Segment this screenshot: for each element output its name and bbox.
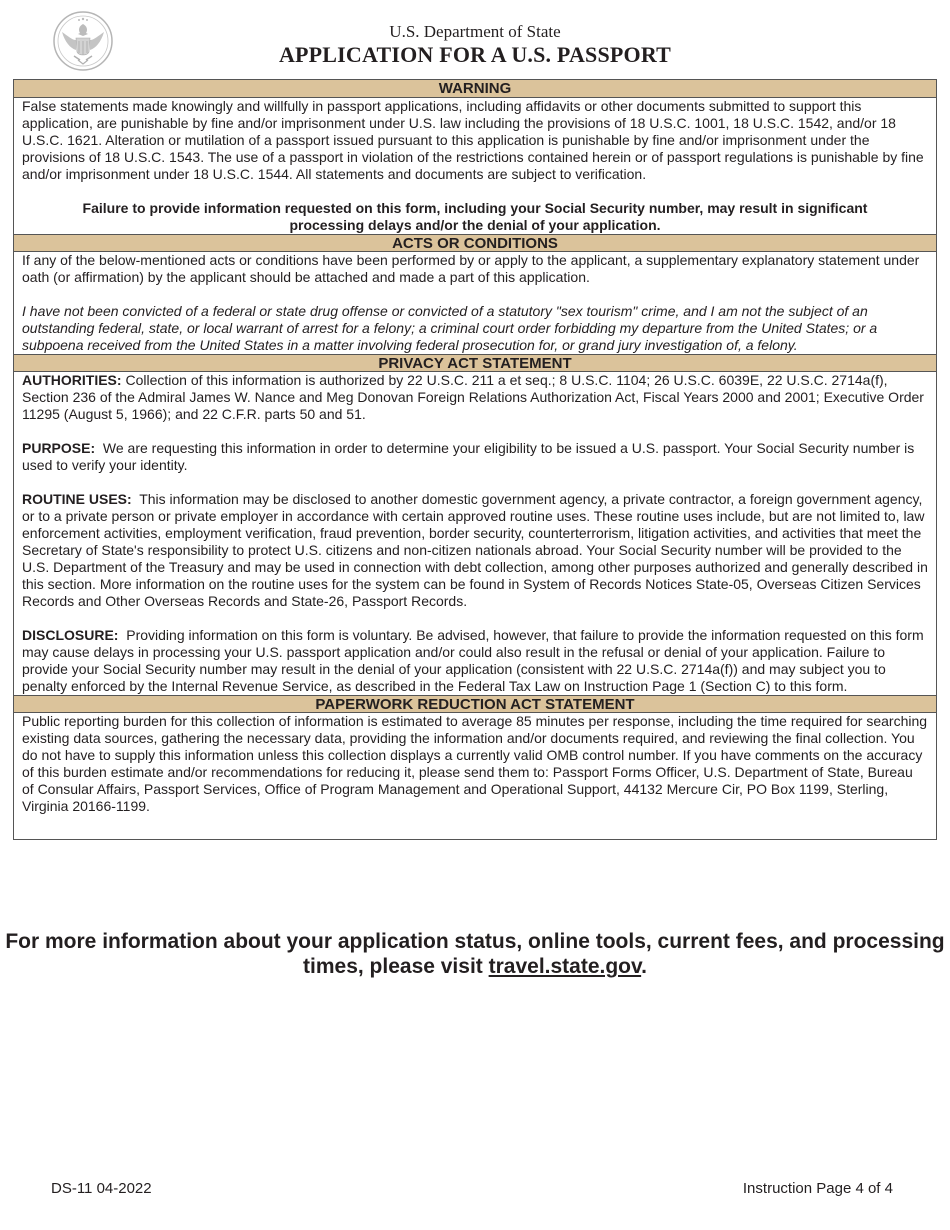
authorities-text: Collection of this information is authorized by 22 U.S.C. 211 a et seq.; 8 U.S.C. 1104; 26 U.S.C. 6039E, 22 U.S.C. 2714a(f), Section 236 of the Admiral James W. Nance and Meg Donovan Foreign Relations Authorization Act, Fiscal Years 2000 and 2001; Executive Order 11295 (August 5, 1966); and 22 C.F.R. parts 50 and 51. <box>22 372 924 422</box>
paperwork-text: Public reporting burden for this collection of information is estimated to average 85 minutes per response, including the time required for searching existing data sources, gathering the necessary data, providing the information and/or documents required, and reviewing the final collection. You do not have to supply this information unless this collection displays a currently valid OMB control number. If you have comments on the accuracy of this burden estimate and/or recommendations for reducing it, please send them to: Passport Forms Officer, U.S. Department of State, Bureau of Consular Affairs, Passport Services, Office of Program Management and Operational Support, 44132 Mercure Cir, PO Box 1199, Sterling, Virginia 20166-1199. <box>22 713 928 814</box>
warning-section <box>14 98 936 234</box>
more-info-notice <box>0 929 950 979</box>
routine-uses-paragraph <box>22 491 928 610</box>
purpose-text: We are requesting this information in order to determine your eligibility to be issued a U.S. passport. Your Social Security number is used to verify your identity. <box>22 440 915 473</box>
instructions-box <box>13 79 937 840</box>
authorities-label: AUTHORITIES: <box>22 372 122 388</box>
purpose-label: PURPOSE: <box>22 440 96 456</box>
page-header <box>0 0 950 78</box>
more-info-text: For more information about your application status, online tools, current fees, and processing times, please visit <box>5 930 945 978</box>
page-number: Instruction Page 4 of 4 <box>742 1180 893 1197</box>
form-id: DS-11 04-2022 <box>51 1180 152 1197</box>
routine-uses-label: ROUTINE USES: <box>22 491 132 507</box>
routine-uses-text: This information may be disclosed to another domestic government agency, a private contractor, a foreign government agency, or to a private person or private employer in accordance with certain approved routine uses. These routine uses include, but are not limited to, law enforcement activities, employment verification, fraud prevention, border security, counterterrorism, litigation activities, and activities that meet the Secretary of State's responsibility to protect U.S. citizens and non-citizen nationals abroad. Your Social Security number will be provided to the U.S. Department of the Treasury and may be used in connection with debt collection, among other purposes authorized and generally described in this section. More information on the routine uses for the system can be found in System of Records Notices State-05, Overseas Citizen Services Records and Other Overseas Records and State-26, Passport Records. <box>22 491 928 609</box>
privacy-section <box>14 372 936 695</box>
acts-section <box>14 252 936 354</box>
acts-heading: ACTS OR CONDITIONS <box>14 234 936 252</box>
acts-statement: I have not been convicted of a federal or state drug offense or convicted of a statutory "sex tourism" crime, and I am not the subject of an outstanding federal, state, or local warrant of arrest for a felony; a criminal court order forbidding my departure from the United States; or a subpoena received from the United States in a matter involving federal prosecution for, or grand jury investigation of, a felony. <box>22 303 878 353</box>
purpose-paragraph <box>22 440 928 474</box>
acts-text: If any of the below-mentioned acts or conditions have been performed by or apply to the applicant, a supplementary explanatory statement under oath (or affirmation) by the applicant should be attached and made a part of this application. <box>22 252 920 285</box>
disclosure-label: DISCLOSURE: <box>22 627 119 643</box>
authorities-paragraph <box>22 372 928 423</box>
travel-state-gov-link[interactable]: travel.state.gov <box>488 955 642 978</box>
privacy-heading: PRIVACY ACT STATEMENT <box>14 354 936 372</box>
warning-text: False statements made knowingly and willfully in passport applications, including affidavits or other documents submitted to support this application, are punishable by fine and/or imprisonment under U.S. law including the provisions of 18 U.S.C. 1001, 18 U.S.C. 1542, and/or 18 U.S.C. 1621. Alteration or mutilation of a passport issued pursuant to this application is punishable by fine and/or imprisonment under the provisions of 18 U.S.C. 1543. The use of a passport in violation of the restrictions contained herein or of passport regulations is punishable by fine and/or imprisonment under 18 U.S.C. 1544. All statements and documents are subject to verification. <box>22 98 924 182</box>
disclosure-text: Providing information on this form is voluntary. Be advised, however, that failure to provide the information requested on this form may cause delays in processing your U.S. passport application and/or could also result in the refusal or denial of your application. Failure to provide your Social Security number may result in the denial of your application (consistent with 22 U.S.C. 2714a(f)) and may subject you to penalty enforced by the Internal Revenue Service, as described in the Federal Tax Law on Instruction Page 1 (Section C) to this form. <box>22 627 924 694</box>
paperwork-heading: PAPERWORK REDUCTION ACT STATEMENT <box>14 695 936 713</box>
more-info-period: . <box>641 955 647 978</box>
disclosure-paragraph <box>22 627 928 695</box>
warning-notice: Failure to provide information requested on this form, including your Social Security number, may result in significant processing delays and/or the denial of your application. <box>82 200 868 233</box>
form-title: APPLICATION FOR A U.S. PASSPORT <box>278 42 672 67</box>
warning-heading: WARNING <box>14 80 936 98</box>
paperwork-section <box>14 713 936 815</box>
department-name: U.S. Department of State <box>389 22 561 41</box>
